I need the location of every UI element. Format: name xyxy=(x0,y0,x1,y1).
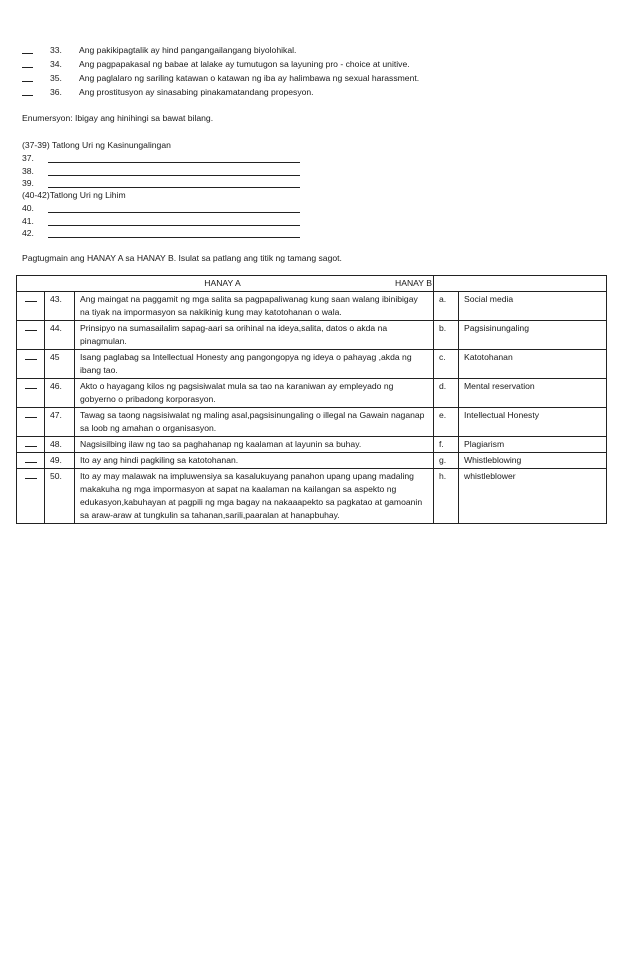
row-description: Nagsisilbing ilaw ng tao sa paghahanap ng kaalaman at layunin sa buhay. xyxy=(75,437,434,453)
item-text: Ang paglalaro ng sariling katawan o katawan ng iba ay halimbawa ng sexual harassment. xyxy=(79,73,420,83)
table-row xyxy=(17,321,607,350)
row-description: Akto o hayagang kilos ng pagsisiwalat mula sa tao na karaniwan ay empleyado ng gobyerno o pribadong korporasyon. xyxy=(75,379,434,408)
enumeration-group2-title: (40-42)Tatlong Uri ng Lihim xyxy=(22,190,126,200)
row-number: 45 xyxy=(45,350,75,379)
answer-blank-cell xyxy=(17,453,45,469)
line-number: 39. xyxy=(22,178,34,188)
choice-term: Plagiarism xyxy=(459,437,607,453)
row-description: Prinsipyo na sumasailalim sapag-aari sa orihinal na ideya,salita, datos o akda na pinagmulan. xyxy=(75,321,434,350)
choice-letter: e. xyxy=(434,408,459,437)
choice-term: Pagsisinungaling xyxy=(459,321,607,350)
table-header-row xyxy=(17,276,607,292)
row-description: Ito ay ang hindi pagkiling sa katotohanan. xyxy=(75,453,434,469)
answer-blank xyxy=(25,359,37,360)
line-number: 38. xyxy=(22,166,34,176)
choice-letter: d. xyxy=(434,379,459,408)
table-row xyxy=(17,453,607,469)
row-number: 48. xyxy=(45,437,75,453)
answer-blank-cell xyxy=(17,292,45,321)
answer-blank-cell xyxy=(17,408,45,437)
row-number: 46. xyxy=(45,379,75,408)
choice-term: Katotohanan xyxy=(459,350,607,379)
choice-letter: c. xyxy=(434,350,459,379)
table-row xyxy=(17,408,607,437)
answer-blank xyxy=(25,301,37,302)
answer-blank xyxy=(22,59,33,68)
choice-term: Mental reservation xyxy=(459,379,607,408)
answer-line xyxy=(48,153,300,163)
answer-blank-cell xyxy=(17,321,45,350)
item-text: Ang pagpapakasal ng babae at lalake ay tumutugon sa layuning pro - choice at unitive. xyxy=(79,59,410,69)
table-row xyxy=(17,350,607,379)
choice-term: Social media xyxy=(459,292,607,321)
line-number: 37. xyxy=(22,153,34,163)
item-text: Ang prostitusyon ay sinasabing pinakamatandang propesyon. xyxy=(79,87,314,97)
row-number: 43. xyxy=(45,292,75,321)
choice-letter: b. xyxy=(434,321,459,350)
choice-term: whistleblower xyxy=(459,469,607,524)
row-number: 47. xyxy=(45,408,75,437)
item-text: Ang pakikipagtalik ay hind pangangailangang biyolohikal. xyxy=(79,45,297,55)
row-description: Ito ay may malawak na impluwensiya sa kasalukuyang panahon upang upang madaling makakuha ng mga impormasyon at sapat na kaalaman na kailangan sa aspekto ng edukasyon,kabuhayan at pagpili ng mga bagay na nakaaapekto sa pagkatao at gamoanin sa araw-araw at tungkulin sa tahanan,sarili,paaralan at hanapbuhay. xyxy=(75,469,434,524)
enumeration-instruction: Enumersyon: Ibigay ang hinihingi sa bawat bilang. xyxy=(22,113,214,123)
row-number: 44. xyxy=(45,321,75,350)
answer-blank xyxy=(25,330,37,331)
row-description: Tawag sa taong nagsisiwalat ng maling asal,pagsisinungaling o illegal na Gawain naganap sa loob ng amahan o organisasyon. xyxy=(75,408,434,437)
row-number: 49. xyxy=(45,453,75,469)
choice-term: Whistleblowing xyxy=(459,453,607,469)
answer-blank xyxy=(22,73,33,82)
item-number: 34. xyxy=(50,59,62,69)
answer-blank-cell xyxy=(17,437,45,453)
table-row xyxy=(17,292,607,321)
answer-blank xyxy=(22,45,33,54)
choice-letter: h. xyxy=(434,469,459,524)
answer-blank xyxy=(25,478,37,479)
answer-line xyxy=(48,216,300,226)
item-number: 35. xyxy=(50,73,62,83)
row-description: Isang paglabag sa Intellectual Honesty ang pangongopya ng ideya o pahayag ,akda ng ibang tao. xyxy=(75,350,434,379)
row-description: Ang maingat na paggamit ng mga salita sa pagpapaliwanag kung saan walang ibinibigay na tiyak na impormasyon sa nakikinig kung may katotohanan o wala. xyxy=(75,292,434,321)
hanay-b-header: HANAY B xyxy=(395,278,432,288)
table-row xyxy=(17,379,607,408)
choice-term: Intellectual Honesty xyxy=(459,408,607,437)
answer-blank xyxy=(25,446,37,447)
answer-blank xyxy=(25,417,37,418)
answer-blank xyxy=(25,462,37,463)
item-number: 36. xyxy=(50,87,62,97)
hanay-a-header: HANAY A xyxy=(204,278,241,288)
answer-line xyxy=(48,166,300,176)
answer-line xyxy=(48,228,300,238)
answer-blank-cell xyxy=(17,379,45,408)
answer-line xyxy=(48,203,300,213)
matching-instruction: Pagtugmain ang HANAY A sa HANAY B. Isulat sa patlang ang titik ng tamang sagot. xyxy=(22,253,342,263)
enumeration-group1-title: (37-39) Tatlong Uri ng Kasinungalingan xyxy=(22,140,171,150)
matching-table xyxy=(16,275,607,524)
answer-line xyxy=(48,178,300,188)
choice-letter: f. xyxy=(434,437,459,453)
line-number: 41. xyxy=(22,216,34,226)
row-number: 50. xyxy=(45,469,75,524)
choice-letter: a. xyxy=(434,292,459,321)
answer-blank-cell xyxy=(17,469,45,524)
line-number: 40. xyxy=(22,203,34,213)
answer-blank-cell xyxy=(17,350,45,379)
choice-letter: g. xyxy=(434,453,459,469)
item-number: 33. xyxy=(50,45,62,55)
table-row xyxy=(17,469,607,524)
line-number: 42. xyxy=(22,228,34,238)
answer-blank xyxy=(22,87,33,96)
answer-blank xyxy=(25,388,37,389)
table-row xyxy=(17,437,607,453)
